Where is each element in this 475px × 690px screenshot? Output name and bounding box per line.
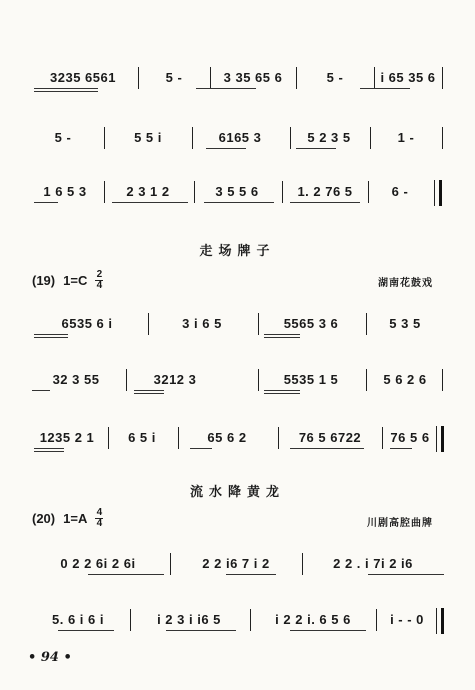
measure: 5 2 3 5 — [307, 130, 351, 145]
rhythm-beam — [32, 390, 50, 391]
final-barline — [434, 180, 442, 206]
barline — [366, 369, 367, 391]
measure: 5 - — [326, 70, 344, 85]
barline — [130, 609, 131, 631]
measure: 2 3 1 2 — [126, 184, 170, 199]
measure: 1 6 5 3 — [43, 184, 87, 199]
rhythm-beam — [206, 148, 246, 149]
barline — [442, 67, 443, 89]
piece-title: 走场牌子 — [199, 244, 276, 259]
time-signature — [95, 508, 103, 529]
page-number: • 94 • — [28, 650, 72, 665]
barline — [126, 369, 127, 391]
piece-number: (20) — [32, 511, 56, 526]
rhythm-beam — [264, 334, 300, 335]
barline — [148, 313, 149, 335]
measure: 32 3 55 — [52, 372, 100, 387]
measure: 6 5 i — [128, 430, 156, 445]
piece-header — [32, 270, 103, 291]
measure: 3 35 65 6 — [223, 70, 283, 85]
measure: i 2 2 i. 6 5 6 — [275, 612, 351, 627]
rhythm-beam — [34, 91, 98, 92]
measure: i - - 0 — [390, 612, 424, 627]
rhythm-beam — [290, 448, 364, 449]
barline — [278, 427, 279, 449]
measure: i 2 3 i i6 5 — [157, 612, 221, 627]
rhythm-beam — [134, 393, 164, 394]
measure: 5 6 2 6 — [383, 372, 427, 387]
measure: 2 2 . i 7i 2 i6 — [333, 556, 413, 571]
key-signature: 1=A — [63, 511, 88, 526]
measure: 6 - — [391, 184, 409, 199]
piece-header — [32, 508, 103, 529]
measure: 5 - — [165, 70, 183, 85]
score-row-7 — [32, 552, 444, 576]
piece-title: 流水降黄龙 — [189, 485, 285, 500]
measure: 5565 3 6 — [283, 316, 339, 331]
measure: 6535 6 i — [61, 316, 113, 331]
barline — [104, 127, 105, 149]
rhythm-beam — [264, 337, 300, 338]
measure: 5 3 5 — [389, 316, 421, 331]
measure: i 65 35 6 — [380, 70, 436, 85]
rhythm-beam — [112, 202, 188, 203]
time-bottom: 4 — [96, 280, 103, 291]
measure: 1. 2 76 5 — [297, 184, 353, 199]
rhythm-beam — [34, 202, 58, 203]
rhythm-beam — [58, 630, 114, 631]
rhythm-beam — [290, 630, 366, 631]
rhythm-beam — [204, 202, 274, 203]
measure: 6165 3 — [218, 130, 262, 145]
measure: 0 2 2 6i 2 6i — [60, 556, 136, 571]
score-row-6 — [32, 426, 444, 450]
rhythm-beam — [296, 148, 336, 149]
barline — [258, 313, 259, 335]
piece-number: (19) — [32, 273, 56, 288]
measure: 5 - — [54, 130, 72, 145]
barline — [382, 427, 383, 449]
rhythm-beam — [166, 630, 236, 631]
score-row-4 — [32, 312, 444, 336]
rhythm-beam — [88, 574, 164, 575]
barline — [170, 553, 171, 575]
barline — [442, 127, 443, 149]
rhythm-beam — [390, 448, 412, 449]
rhythm-beam — [196, 88, 256, 89]
barline — [282, 181, 283, 203]
rhythm-beam — [368, 574, 444, 575]
time-signature — [95, 270, 103, 291]
barline — [210, 67, 211, 89]
key-signature: 1=C — [63, 273, 88, 288]
rhythm-beam — [134, 390, 164, 391]
measure: 3212 3 — [153, 372, 197, 387]
final-barline — [436, 608, 444, 634]
score-row-2 — [32, 126, 444, 150]
barline — [370, 127, 371, 149]
barline — [104, 181, 105, 203]
final-barline — [436, 426, 444, 452]
barline — [442, 369, 443, 391]
barline — [366, 313, 367, 335]
barline — [192, 127, 193, 149]
rhythm-beam — [190, 448, 212, 449]
score-row-8 — [32, 608, 444, 632]
score-row-3 — [32, 180, 444, 204]
barline — [138, 67, 139, 89]
measure: 5535 1 5 — [283, 372, 339, 387]
rhythm-beam — [34, 451, 64, 452]
time-top: 4 — [96, 507, 103, 518]
measure: 1 - — [397, 130, 415, 145]
measure: 1235 2 1 — [39, 430, 95, 445]
time-top: 2 — [96, 269, 103, 280]
rhythm-beam — [34, 334, 68, 335]
measure: 3 5 5 6 — [215, 184, 259, 199]
barline — [374, 67, 375, 89]
measure: 76 5 6722 — [298, 430, 362, 445]
measure: 3 i 6 5 — [182, 316, 222, 331]
score-row-5 — [32, 368, 444, 392]
score-row-1 — [32, 66, 444, 90]
barline — [108, 427, 109, 449]
rhythm-beam — [360, 88, 410, 89]
barline — [194, 181, 195, 203]
rhythm-beam — [264, 393, 300, 394]
time-bottom: 4 — [96, 518, 103, 529]
measure: 65 6 2 — [207, 430, 247, 445]
rhythm-beam — [34, 337, 68, 338]
rhythm-beam — [226, 574, 276, 575]
measure: 2 2 i6 7 i 2 — [202, 556, 270, 571]
barline — [178, 427, 179, 449]
barline — [368, 181, 369, 203]
barline — [290, 127, 291, 149]
source-label: 川剧高腔曲牌 — [367, 518, 433, 529]
rhythm-beam — [34, 88, 98, 89]
rhythm-beam — [34, 448, 64, 449]
measure: 76 5 6 — [390, 430, 430, 445]
measure: 3235 6561 — [50, 70, 116, 85]
barline — [302, 553, 303, 575]
barline — [376, 609, 377, 631]
rhythm-beam — [264, 390, 300, 391]
barline — [258, 369, 259, 391]
measure: 5 5 i — [134, 130, 162, 145]
barline — [296, 67, 297, 89]
source-label: 湖南花鼓戏 — [378, 278, 433, 289]
barline — [250, 609, 251, 631]
rhythm-beam — [290, 202, 360, 203]
measure: 5. 6 i 6 i — [52, 612, 104, 627]
